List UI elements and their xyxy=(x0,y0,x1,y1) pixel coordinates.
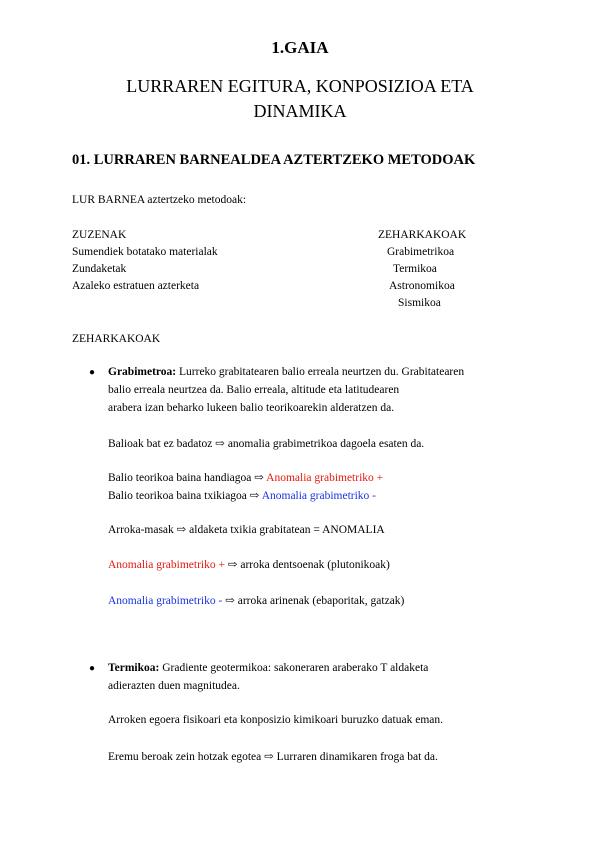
chapter-number: 1.GAIA xyxy=(271,38,329,57)
positive-anomaly-label: Anomalia grabimetriko + xyxy=(108,559,225,571)
grabimetroa-term: Grabimetroa: xyxy=(108,366,177,378)
termikoa-line2: adierazten duen magnitudea. xyxy=(108,680,240,692)
anomaly-sentence: Balioak bat ez badatoz ⇨ anomalia grabimetrikoa dagoela esaten da. xyxy=(108,438,425,450)
bullet-icon: ● xyxy=(89,367,96,378)
direct-methods-header: ZUZENAK xyxy=(72,229,127,241)
direct-method-item: Azaleko estratuen azterketa xyxy=(72,280,200,292)
negative-anomaly-label: Anomalia grabimetriko - xyxy=(261,490,377,502)
arrow-icon: ⇨ xyxy=(249,490,260,502)
arrow-icon: ⇨ xyxy=(176,524,187,536)
grabimetroa-line1: Grabimetroa: Lurreko grabitatearen balio erreala neurtzen du. Grabitatearen xyxy=(108,366,465,378)
negative-anomaly-label: Anomalia grabimetriko - xyxy=(108,595,223,607)
rock-masses-line: Arroka-masak ⇨ aldaketa txikia grabitatean = ANOMALIA xyxy=(108,524,385,536)
arrow-icon: ⇨ xyxy=(225,595,235,607)
indirect-method-item: Termikoa xyxy=(393,263,437,275)
grabimetroa-line3: arabera izan beharko lukeen balio teorikoarekin alderatzen da. xyxy=(108,402,395,414)
higher-value-line: Balio teorikoa baina handiagoa ⇨ Anomalia grabimetriko + xyxy=(108,472,384,484)
negative-anomaly-line: Anomalia grabimetriko - ⇨ arroka arinenak (ebaporitak, gatzak) xyxy=(108,595,405,607)
chapter-title-line1: LURRAREN EGITURA, KONPOSIZIOA ETA xyxy=(126,76,474,96)
bullet-icon: ● xyxy=(89,663,96,674)
indirect-method-item: Sismikoa xyxy=(398,297,441,309)
indirect-method-item: Astronomikoa xyxy=(389,280,455,292)
indirect-method-item: Grabimetrikoa xyxy=(387,246,455,258)
arrow-icon: ⇨ xyxy=(227,559,238,571)
arrow-icon: ⇨ xyxy=(254,472,264,484)
termikoa-line1: Termikoa: Gradiente geotermikoa: sakoneraren araberako T aldaketa xyxy=(108,662,429,674)
termikoa-term: Termikoa: xyxy=(108,662,160,674)
lower-value-line: Balio teorikoa baina txikiagoa ⇨ Anomalia grabimetriko - xyxy=(108,490,377,502)
chapter-title-line2: DINAMIKA xyxy=(253,101,347,121)
positive-anomaly-label: Anomalia grabimetriko + xyxy=(266,472,384,484)
indirect-heading: ZEHARKAKOAK xyxy=(72,333,161,345)
termikoa-para2: Arroken egoera fisikoari eta konposizio kimikoari buruzko datuak eman. xyxy=(108,714,443,726)
section-title: 01. LURRAREN BARNEALDEA AZTERTZEKO METODOAK xyxy=(72,152,476,168)
positive-anomaly-line: Anomalia grabimetriko + ⇨ arroka dentsoenak (plutonikoak) xyxy=(108,559,390,571)
indirect-methods-header: ZEHARKAKOAK xyxy=(378,229,467,241)
arrow-icon: ⇨ xyxy=(264,751,274,763)
grabimetroa-line2: balio erreala neurtzea da. Balio erreala, altitude eta latitudearen xyxy=(108,384,400,396)
termikoa-para3: Eremu beroak zein hotzak egotea ⇨ Lurraren dinamikaren froga bat da. xyxy=(108,751,438,763)
direct-method-item: Zundaketak xyxy=(72,263,127,275)
arrow-icon: ⇨ xyxy=(215,438,225,450)
intro-text: LUR BARNEA aztertzeko metodoak: xyxy=(72,194,247,206)
direct-method-item: Sumendiek botatako materialak xyxy=(72,246,218,258)
